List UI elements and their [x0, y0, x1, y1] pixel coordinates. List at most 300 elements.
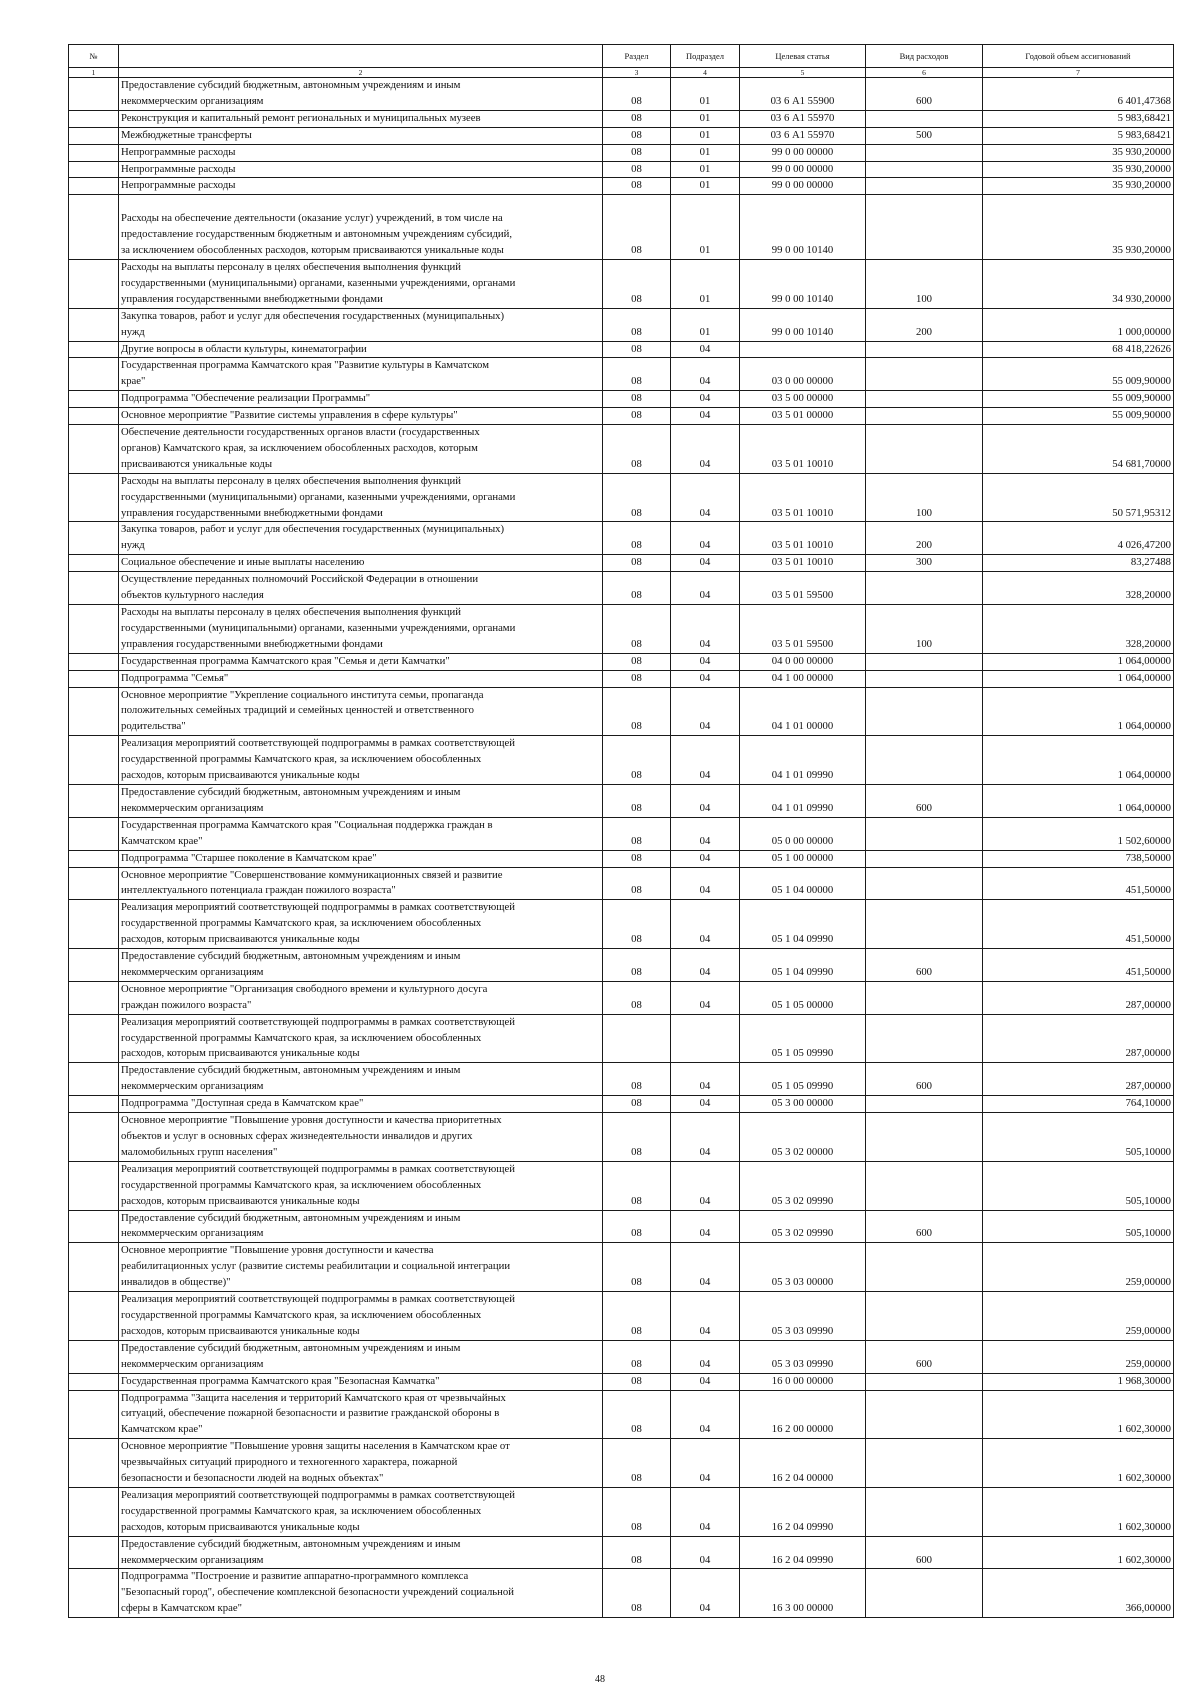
cell-target: 16 2 04 09990 [740, 1536, 866, 1569]
cell-podrazdel: 04 [671, 867, 740, 900]
cell-num [69, 522, 119, 555]
table-row [69, 1340, 1174, 1373]
cell-amount: 1 602,30000 [983, 1439, 1174, 1488]
cell-amount: 451,50000 [983, 900, 1174, 949]
cell-podrazdel: 04 [671, 572, 740, 605]
cell-amount: 1 064,00000 [983, 670, 1174, 687]
cell-name: Расходы на обеспечение деятельности (оказание услуг) учреждений, в том числе на предоставление государственным бюджетным и автономным учреждениям субсидий, за исключением обособленных расходов, которым присваиваются уникальные коды [119, 195, 603, 260]
cell-name: Предоставление субсидий бюджетным, автономным учреждениям и иным некоммерческим организациям [119, 1063, 603, 1096]
cell-num [69, 670, 119, 687]
cell-num [69, 161, 119, 178]
cell-vid [866, 1487, 983, 1536]
table-row [69, 178, 1174, 195]
cell-podrazdel: 04 [671, 1487, 740, 1536]
cell-name: Другие вопросы в области культуры, кинематографии [119, 341, 603, 358]
cell-amount: 1 502,60000 [983, 817, 1174, 850]
cell-num [69, 687, 119, 736]
header-vid: Вид расходов [866, 45, 983, 68]
cell-num [69, 341, 119, 358]
cell-podrazdel: 01 [671, 308, 740, 341]
budget-table [68, 44, 1174, 1618]
page-number: 48 [595, 1674, 605, 1685]
cell-razdel: 08 [603, 572, 671, 605]
cell-razdel: 08 [603, 341, 671, 358]
cell-num [69, 1340, 119, 1373]
cell-target: 03 5 01 10010 [740, 473, 866, 522]
cell-amount: 259,00000 [983, 1243, 1174, 1292]
table-row [69, 949, 1174, 982]
cell-num [69, 1569, 119, 1618]
table-row [69, 867, 1174, 900]
table-row [69, 1536, 1174, 1569]
cell-podrazdel: 04 [671, 850, 740, 867]
cell-target: 05 1 05 09990 [740, 1063, 866, 1096]
header-amount: Годовой объем ассигнований [983, 45, 1174, 68]
cell-razdel: 08 [603, 195, 671, 260]
cell-razdel: 08 [603, 981, 671, 1014]
cell-vid: 600 [866, 1536, 983, 1569]
cell-amount: 738,50000 [983, 850, 1174, 867]
cell-target: 04 1 01 09990 [740, 736, 866, 785]
cell-vid: 600 [866, 784, 983, 817]
cell-name: Государственная программа Камчатского края "Безопасная Камчатка" [119, 1373, 603, 1390]
cell-name: Основное мероприятие "Развитие системы управления в сфере культуры" [119, 408, 603, 425]
cell-vid [866, 736, 983, 785]
cell-target: 05 0 00 00000 [740, 817, 866, 850]
cell-num [69, 817, 119, 850]
cell-amount: 54 681,70000 [983, 425, 1174, 474]
cell-num [69, 736, 119, 785]
header-row [69, 45, 1174, 68]
cell-amount: 35 930,20000 [983, 144, 1174, 161]
cell-podrazdel: 04 [671, 341, 740, 358]
cell-amount: 451,50000 [983, 949, 1174, 982]
cell-podrazdel: 04 [671, 605, 740, 654]
cell-name: Закупка товаров, работ и услуг для обеспечения государственных (муниципальных) нужд [119, 308, 603, 341]
cell-name: Предоставление субсидий бюджетным, автономным учреждениям и иным некоммерческим организациям [119, 784, 603, 817]
cell-num [69, 653, 119, 670]
cell-name: Социальное обеспечение и иные выплаты населению [119, 555, 603, 572]
cell-podrazdel: 04 [671, 1161, 740, 1210]
cell-name: Реализация мероприятий соответствующей подпрограммы в рамках соответствующей государственной программы Камчатского края, за исключением обособленных расходов, которым присваиваются уникальные коды [119, 736, 603, 785]
cell-amount: 1 064,00000 [983, 784, 1174, 817]
cell-razdel [603, 1014, 671, 1063]
cell-podrazdel: 04 [671, 817, 740, 850]
cell-vid [866, 1439, 983, 1488]
table-row [69, 144, 1174, 161]
cell-podrazdel [671, 1014, 740, 1063]
cell-razdel: 08 [603, 670, 671, 687]
cell-podrazdel: 04 [671, 1243, 740, 1292]
cell-name: Основное мероприятие "Повышение уровня защиты населения в Камчатском крае от чрезвычайных ситуаций природного и техногенного характера, пожарной безопасности и безопасности людей на водных объектах" [119, 1439, 603, 1488]
cell-name: Подпрограмма "Защита населения и территорий Камчатского края от чрезвычайных ситуаций, обеспечение пожарной безопасности и развитие гражданской обороны в Камчатском крае" [119, 1390, 603, 1439]
cell-target: 99 0 00 10140 [740, 259, 866, 308]
cell-vid [866, 144, 983, 161]
cell-razdel: 08 [603, 1292, 671, 1341]
cell-num [69, 1161, 119, 1210]
cell-vid [866, 687, 983, 736]
table-row [69, 670, 1174, 687]
cell-name: Государственная программа Камчатского края "Семья и дети Камчатки" [119, 653, 603, 670]
cell-podrazdel: 04 [671, 900, 740, 949]
cell-razdel: 08 [603, 408, 671, 425]
header-target: Целевая статья [740, 45, 866, 68]
cell-target: 03 5 01 10010 [740, 425, 866, 474]
cell-razdel: 08 [603, 144, 671, 161]
cell-amount: 4 026,47200 [983, 522, 1174, 555]
cell-amount: 505,10000 [983, 1113, 1174, 1162]
cell-vid [866, 358, 983, 391]
cell-num [69, 178, 119, 195]
cell-amount: 1 000,00000 [983, 308, 1174, 341]
cell-target: 16 2 04 00000 [740, 1439, 866, 1488]
cell-target: 05 3 03 09990 [740, 1340, 866, 1373]
cell-vid: 600 [866, 1063, 983, 1096]
cell-vid [866, 1569, 983, 1618]
table-row [69, 1373, 1174, 1390]
cell-podrazdel: 01 [671, 144, 740, 161]
cell-name: Основное мероприятие "Организация свободного времени и культурного досуга граждан пожилого возраста" [119, 981, 603, 1014]
column-number: 2 [119, 68, 603, 78]
cell-num [69, 1439, 119, 1488]
cell-name: Предоставление субсидий бюджетным, автономным учреждениям и иным некоммерческим организациям [119, 78, 603, 111]
cell-razdel: 08 [603, 900, 671, 949]
cell-podrazdel: 04 [671, 1439, 740, 1488]
cell-amount: 1 064,00000 [983, 687, 1174, 736]
cell-amount: 1 968,30000 [983, 1373, 1174, 1390]
cell-razdel: 08 [603, 1390, 671, 1439]
cell-podrazdel: 04 [671, 1096, 740, 1113]
cell-name: Закупка товаров, работ и услуг для обеспечения государственных (муниципальных) нужд [119, 522, 603, 555]
cell-podrazdel: 04 [671, 981, 740, 1014]
cell-podrazdel: 04 [671, 949, 740, 982]
cell-target: 99 0 00 00000 [740, 144, 866, 161]
cell-name: Расходы на выплаты персоналу в целях обеспечения выполнения функций государственными (муниципальными) органами, казенными учреждениями, органами управления государственными внебюджетными фондами [119, 605, 603, 654]
cell-podrazdel: 01 [671, 127, 740, 144]
cell-target: 03 5 00 00000 [740, 391, 866, 408]
cell-vid [866, 1390, 983, 1439]
cell-vid [866, 1373, 983, 1390]
cell-target: 03 5 01 10010 [740, 555, 866, 572]
cell-razdel: 08 [603, 308, 671, 341]
cell-amount: 287,00000 [983, 1063, 1174, 1096]
cell-vid [866, 1292, 983, 1341]
cell-razdel: 08 [603, 949, 671, 982]
cell-name: Предоставление субсидий бюджетным, автономным учреждениям и иным некоммерческим организациям [119, 1536, 603, 1569]
table-row [69, 308, 1174, 341]
cell-podrazdel: 04 [671, 1536, 740, 1569]
cell-num [69, 1063, 119, 1096]
cell-vid [866, 850, 983, 867]
cell-target: 03 0 00 00000 [740, 358, 866, 391]
cell-vid [866, 408, 983, 425]
cell-amount: 55 009,90000 [983, 358, 1174, 391]
cell-num [69, 1243, 119, 1292]
table-row [69, 522, 1174, 555]
cell-amount: 55 009,90000 [983, 391, 1174, 408]
cell-num [69, 408, 119, 425]
cell-target: 05 3 02 00000 [740, 1113, 866, 1162]
cell-name: Государственная программа Камчатского края "Развитие культуры в Камчатском крае" [119, 358, 603, 391]
table-row [69, 1292, 1174, 1341]
cell-name: Предоставление субсидий бюджетным, автономным учреждениям и иным некоммерческим организациям [119, 1340, 603, 1373]
table-row [69, 900, 1174, 949]
cell-razdel: 08 [603, 127, 671, 144]
cell-name: Основное мероприятие "Совершенствование коммуникационных связей и развитие интеллектуального потенциала граждан пожилого возраста" [119, 867, 603, 900]
cell-name: Основное мероприятие "Укрепление социального института семьи, пропаганда положительных семейных традиций и семейных ценностей и ответственного родительства" [119, 687, 603, 736]
cell-num [69, 867, 119, 900]
cell-amount: 366,00000 [983, 1569, 1174, 1618]
cell-vid [866, 1161, 983, 1210]
cell-amount: 259,00000 [983, 1340, 1174, 1373]
cell-razdel: 08 [603, 1096, 671, 1113]
cell-amount: 505,10000 [983, 1161, 1174, 1210]
cell-num [69, 195, 119, 260]
table-row [69, 78, 1174, 111]
cell-num [69, 555, 119, 572]
cell-amount: 55 009,90000 [983, 408, 1174, 425]
table-row [69, 259, 1174, 308]
cell-vid: 200 [866, 308, 983, 341]
cell-podrazdel: 04 [671, 473, 740, 522]
cell-amount: 1 602,30000 [983, 1487, 1174, 1536]
cell-amount: 764,10000 [983, 1096, 1174, 1113]
cell-razdel: 08 [603, 259, 671, 308]
column-number: 4 [671, 68, 740, 78]
cell-name: Подпрограмма "Семья" [119, 670, 603, 687]
cell-vid [866, 817, 983, 850]
cell-vid [866, 572, 983, 605]
cell-target: 03 5 01 10010 [740, 522, 866, 555]
cell-num [69, 110, 119, 127]
cell-target: 03 6 А1 55970 [740, 127, 866, 144]
cell-podrazdel: 04 [671, 670, 740, 687]
cell-num [69, 358, 119, 391]
cell-podrazdel: 01 [671, 259, 740, 308]
cell-razdel: 08 [603, 850, 671, 867]
cell-target [740, 341, 866, 358]
cell-target: 99 0 00 10140 [740, 308, 866, 341]
cell-target: 05 3 03 09990 [740, 1292, 866, 1341]
cell-num [69, 1487, 119, 1536]
header-razdel: Раздел [603, 45, 671, 68]
cell-target: 99 0 00 10140 [740, 195, 866, 260]
table-row [69, 555, 1174, 572]
cell-razdel: 08 [603, 736, 671, 785]
cell-razdel: 08 [603, 522, 671, 555]
cell-name: Предоставление субсидий бюджетным, автономным учреждениям и иным некоммерческим организациям [119, 1210, 603, 1243]
cell-target: 05 1 05 00000 [740, 981, 866, 1014]
table-row [69, 817, 1174, 850]
header-podrazdel: Подраздел [671, 45, 740, 68]
cell-num [69, 1390, 119, 1439]
table-row [69, 1210, 1174, 1243]
cell-num [69, 572, 119, 605]
cell-amount: 34 930,20000 [983, 259, 1174, 308]
cell-vid: 100 [866, 259, 983, 308]
cell-vid [866, 425, 983, 474]
table-row [69, 850, 1174, 867]
table-row [69, 1063, 1174, 1096]
table-row [69, 1161, 1174, 1210]
table-row [69, 1569, 1174, 1618]
cell-name: Расходы на выплаты персоналу в целях обеспечения выполнения функций государственными (муниципальными) органами, казенными учреждениями, органами управления государственными внебюджетными фондами [119, 473, 603, 522]
cell-num [69, 1536, 119, 1569]
table-row [69, 127, 1174, 144]
cell-amount: 35 930,20000 [983, 161, 1174, 178]
cell-name: Расходы на выплаты персоналу в целях обеспечения выполнения функций государственными (муниципальными) органами, казенными учреждениями, органами управления государственными внебюджетными фондами [119, 259, 603, 308]
cell-target: 05 1 04 09990 [740, 949, 866, 982]
cell-razdel: 08 [603, 1210, 671, 1243]
cell-razdel: 08 [603, 687, 671, 736]
cell-target: 99 0 00 00000 [740, 161, 866, 178]
cell-amount: 451,50000 [983, 867, 1174, 900]
cell-podrazdel: 04 [671, 736, 740, 785]
cell-vid [866, 1014, 983, 1063]
cell-vid [866, 341, 983, 358]
cell-num [69, 391, 119, 408]
cell-target: 99 0 00 00000 [740, 178, 866, 195]
cell-target: 05 1 04 09990 [740, 900, 866, 949]
cell-razdel: 08 [603, 1487, 671, 1536]
cell-vid [866, 1243, 983, 1292]
cell-amount: 50 571,95312 [983, 473, 1174, 522]
cell-name: Реализация мероприятий соответствующей подпрограммы в рамках соответствующей государственной программы Камчатского края, за исключением обособленных расходов, которым присваиваются уникальные коды [119, 900, 603, 949]
cell-podrazdel: 04 [671, 408, 740, 425]
cell-name: Непрограммные расходы [119, 178, 603, 195]
table-row [69, 784, 1174, 817]
header-num: № [69, 45, 119, 68]
cell-vid [866, 391, 983, 408]
cell-vid: 600 [866, 949, 983, 982]
table-row [69, 1243, 1174, 1292]
cell-target: 03 5 01 59500 [740, 572, 866, 605]
cell-num [69, 605, 119, 654]
column-number: 5 [740, 68, 866, 78]
table-row [69, 1487, 1174, 1536]
cell-vid [866, 178, 983, 195]
table-row [69, 1096, 1174, 1113]
cell-amount: 35 930,20000 [983, 195, 1174, 260]
cell-vid [866, 110, 983, 127]
cell-vid [866, 161, 983, 178]
cell-vid [866, 981, 983, 1014]
table-row [69, 1439, 1174, 1488]
cell-target: 16 3 00 00000 [740, 1569, 866, 1618]
cell-podrazdel: 04 [671, 784, 740, 817]
cell-target: 16 0 00 00000 [740, 1373, 866, 1390]
cell-num [69, 127, 119, 144]
table-row [69, 1113, 1174, 1162]
cell-target: 05 3 02 09990 [740, 1161, 866, 1210]
cell-amount: 68 418,22626 [983, 341, 1174, 358]
cell-name: Подпрограмма "Обеспечение реализации Программы" [119, 391, 603, 408]
cell-target: 05 1 05 09990 [740, 1014, 866, 1063]
cell-target: 03 5 01 00000 [740, 408, 866, 425]
cell-amount: 83,27488 [983, 555, 1174, 572]
cell-razdel: 08 [603, 817, 671, 850]
cell-podrazdel: 04 [671, 1292, 740, 1341]
table-row [69, 653, 1174, 670]
cell-podrazdel: 01 [671, 178, 740, 195]
cell-target: 05 3 00 00000 [740, 1096, 866, 1113]
cell-vid [866, 867, 983, 900]
cell-razdel: 08 [603, 78, 671, 111]
cell-podrazdel: 01 [671, 110, 740, 127]
cell-name: Реализация мероприятий соответствующей подпрограммы в рамках соответствующей государственной программы Камчатского края, за исключением обособленных расходов, которым присваиваются уникальные коды [119, 1487, 603, 1536]
table-row [69, 981, 1174, 1014]
cell-razdel: 08 [603, 1373, 671, 1390]
cell-podrazdel: 04 [671, 653, 740, 670]
cell-razdel: 08 [603, 473, 671, 522]
cell-razdel: 08 [603, 161, 671, 178]
cell-name: Основное мероприятие "Повышение уровня доступности и качества приоритетных объектов и услуг в основных сферах жизнедеятельности инвалидов и других маломобильных групп населения" [119, 1113, 603, 1162]
cell-razdel: 08 [603, 425, 671, 474]
cell-target: 04 1 01 00000 [740, 687, 866, 736]
table-row [69, 110, 1174, 127]
cell-target: 03 6 А1 55970 [740, 110, 866, 127]
table-row [69, 1014, 1174, 1063]
cell-num [69, 1096, 119, 1113]
cell-name: Подпрограмма "Построение и развитие аппаратно-программного комплекса "Безопасный город", обеспечение комплексной безопасности учреждений социальной сферы в Камчатском крае" [119, 1569, 603, 1618]
cell-num [69, 1014, 119, 1063]
cell-vid [866, 670, 983, 687]
cell-num [69, 1292, 119, 1341]
cell-target: 05 3 03 00000 [740, 1243, 866, 1292]
cell-amount: 1 602,30000 [983, 1390, 1174, 1439]
cell-num [69, 900, 119, 949]
header-name [119, 45, 603, 68]
cell-num [69, 1113, 119, 1162]
cell-name: Государственная программа Камчатского края "Социальная поддержка граждан в Камчатском крае" [119, 817, 603, 850]
cell-num [69, 473, 119, 522]
table-row [69, 1390, 1174, 1439]
cell-podrazdel: 04 [671, 687, 740, 736]
cell-podrazdel: 04 [671, 1340, 740, 1373]
cell-amount: 328,20000 [983, 572, 1174, 605]
cell-vid [866, 1113, 983, 1162]
cell-vid [866, 195, 983, 260]
cell-podrazdel: 04 [671, 1113, 740, 1162]
cell-razdel: 08 [603, 1536, 671, 1569]
cell-num [69, 784, 119, 817]
cell-target: 05 3 02 09990 [740, 1210, 866, 1243]
cell-amount: 1 064,00000 [983, 736, 1174, 785]
cell-num [69, 850, 119, 867]
cell-vid [866, 1096, 983, 1113]
cell-amount: 287,00000 [983, 1014, 1174, 1063]
cell-podrazdel: 04 [671, 1210, 740, 1243]
cell-razdel: 08 [603, 1569, 671, 1618]
cell-name: Основное мероприятие "Повышение уровня доступности и качества реабилитационных услуг (развитие системы реабилитации и социальной интеграции инвалидов в обществе)" [119, 1243, 603, 1292]
cell-num [69, 1373, 119, 1390]
cell-amount: 5 983,68421 [983, 127, 1174, 144]
cell-razdel: 08 [603, 555, 671, 572]
cell-vid: 600 [866, 78, 983, 111]
cell-num [69, 308, 119, 341]
cell-podrazdel: 04 [671, 391, 740, 408]
column-number-row [69, 68, 1174, 78]
cell-target: 05 1 04 00000 [740, 867, 866, 900]
cell-target: 03 5 01 59500 [740, 605, 866, 654]
cell-name: Подпрограмма "Старшее поколение в Камчатском крае" [119, 850, 603, 867]
cell-vid: 100 [866, 605, 983, 654]
cell-razdel: 08 [603, 1161, 671, 1210]
table-row [69, 195, 1174, 260]
cell-name: Подпрограмма "Доступная среда в Камчатском крае" [119, 1096, 603, 1113]
cell-vid: 200 [866, 522, 983, 555]
cell-vid: 600 [866, 1340, 983, 1373]
